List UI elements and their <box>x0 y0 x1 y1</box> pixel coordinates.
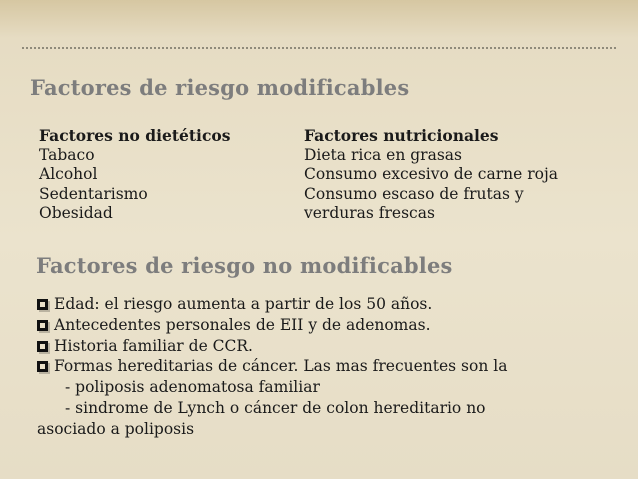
list-item-text: Historia familiar de CCR. <box>54 336 253 355</box>
sub-list-item: - sindrome de Lynch o cáncer de colon hereditario no <box>65 398 486 417</box>
list-item-continuation: asociado a poliposis <box>37 419 195 438</box>
non-dietary-factors-column <box>39 126 289 224</box>
square-bullet-icon <box>37 341 48 352</box>
column-header-non-dietary: Factores no dietéticos <box>39 126 231 145</box>
list-item <box>37 315 627 336</box>
list-item-text: Edad: el riesgo aumenta a partir de los 50 años. <box>54 295 433 313</box>
non-modifiable-factors-list <box>37 294 627 440</box>
list-item: Consumo excesivo de carne roja <box>304 165 558 183</box>
top-divider <box>22 47 616 49</box>
list-item: Tabaco <box>39 145 95 164</box>
list-item: Sedentarismo <box>39 184 148 203</box>
square-bullet-icon <box>37 361 48 372</box>
list-item-text: Formas hereditarias de cáncer. Las mas frecuentes son la <box>54 357 508 376</box>
sub-list-item: - poliposis adenomatosa familiar <box>65 378 320 397</box>
column-header-nutritional: Factores nutricionales <box>304 126 499 145</box>
list-item: verduras frescas <box>304 204 435 222</box>
square-bullet-icon <box>37 299 48 310</box>
list-item <box>37 356 627 377</box>
list-item: Consumo escaso de frutas y <box>304 184 524 203</box>
list-item <box>37 336 627 357</box>
list-item: Dieta rica en grasas <box>304 145 462 164</box>
list-item <box>37 294 627 315</box>
square-bullet-icon <box>37 320 48 331</box>
nutritional-factors-column <box>304 126 624 224</box>
section-title-non-modifiable: Factores de riesgo no modificables <box>36 253 453 278</box>
list-item: Alcohol <box>39 165 98 183</box>
section-title-modifiable: Factores de riesgo modificables <box>30 75 410 100</box>
list-item: Obesidad <box>39 204 113 222</box>
list-item-text: Antecedentes personales de EII y de adenomas. <box>54 315 431 334</box>
